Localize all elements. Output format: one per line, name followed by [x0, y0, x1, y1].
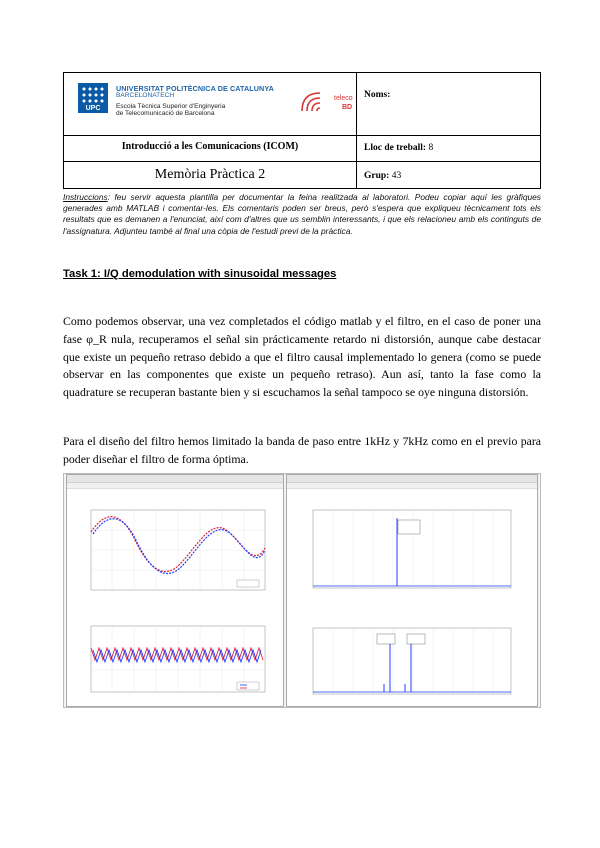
university-subname: BARCELONATECH — [116, 92, 175, 99]
university-name: UNIVERSITAT POLITÈCNICA DE CATALUNYA — [116, 84, 274, 93]
paragraph: Como podemos observar, una vez completados el código matlab y el filtro, en el caso de poner una fase φ_R nula, recuperamos el señal sin prácticamente retardo ni distorsión, aunque cabe destacar que existe un pequeño retraso debido a que el filtro causal implementado lo genera (como se puede observar en las componentes que existe un pequeño retraso). Aun así, tanto la fase como la quadrature se recuperan bastante bien y si escuchamos la señal tampoco se oye ninguna distorsión. — [63, 314, 541, 400]
school-name-2: de Telecomunicació de Barcelona — [116, 110, 215, 117]
upc-logo: UPC — [78, 83, 108, 113]
report-title: Memòria Pràctica 2 — [154, 167, 266, 182]
course-name: Introducció a les Comunicacions (ICOM) — [121, 141, 299, 152]
paragraph: Para el diseño del filtro hemos limitado la banda de paso entre 1kHz y 7kHz como en el previo para poder diseñar el filtro de forma óptima. — [63, 434, 541, 466]
spectrum-plots — [287, 488, 537, 706]
group-field: Grup: 43 — [364, 171, 402, 181]
matlab-figures-image — [63, 473, 541, 708]
names-field: Noms: — [364, 90, 391, 100]
divider — [64, 135, 540, 136]
divider — [356, 161, 540, 162]
figure-window-time — [66, 474, 284, 707]
divider — [64, 161, 356, 162]
school-name: Escola Tècnica Superior d'Enginyeria — [116, 103, 226, 110]
time-plots — [67, 488, 283, 706]
workstation-field: Lloc de treball: 8 — [364, 143, 434, 153]
header-table — [63, 72, 541, 189]
figure-window-spectrum — [286, 474, 538, 707]
telecom-logo: teleco BD — [296, 85, 356, 119]
task-heading: Task 1: I/Q demodulation with sinusoidal messages — [63, 268, 337, 280]
instructions-text: Instruccions: feu servir aquesta plantilla per documentar la feina realitzada al laboratori. Podeu copiar aquí les gràfiques generades amb MATLAB i comentar-les. Els comentaris poden ser breus, però s'espera que expliqueu tècnicament tots els resultats que es demanen a l'enunciat, així com d'altres que us semblin interessants, i que els relacioneu amb els continguts de l'assignatura. Adjunteu també al final una còpia de l'estudi previ de la pràctica. — [63, 192, 541, 236]
divider — [356, 73, 357, 188]
